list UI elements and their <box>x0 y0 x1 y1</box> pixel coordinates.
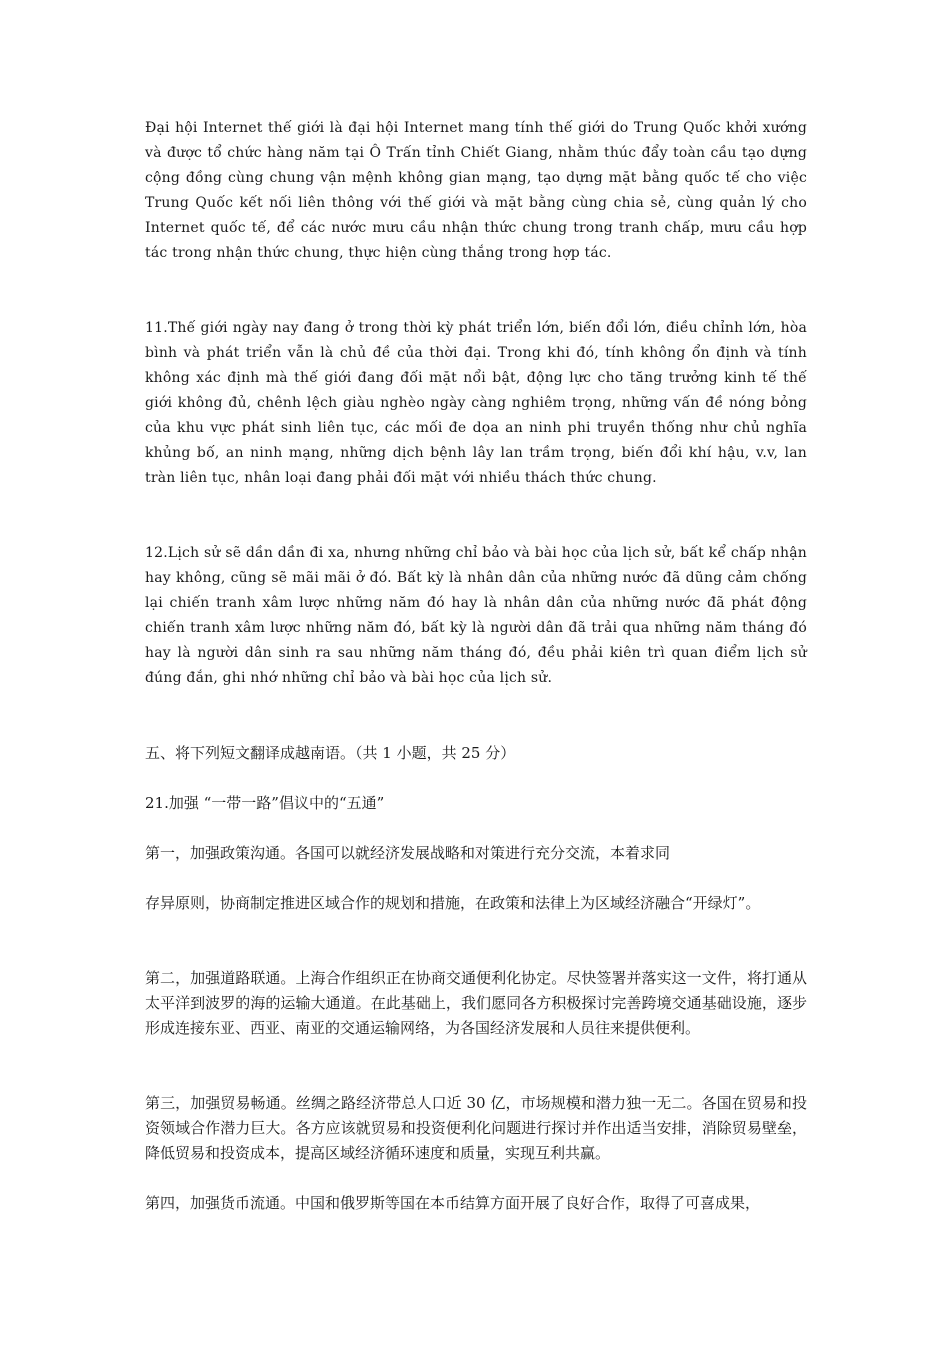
chinese-paragraph-1-line-2: 存异原则，协商制定推进区域合作的规划和措施，在政策和法律上为区域经济融合“开绿灯”。 <box>145 894 761 912</box>
chinese-paragraph-3: 第三，加强贸易畅通。丝绸之路经济带总人口近 30 亿，市场规模和潜力独一无二。各国在贸易和投资领域合作潜力巨大。各方应该就贸易和投资便利化问题进行探讨并作出适当安排，消除贸易壁垒，降低贸易和投资成本，提高区域经济循环速度和质量，实现互利共赢。 <box>145 1094 807 1162</box>
vietnamese-paragraph-11: 11.Thế giới ngày nay đang ở trong thời kỳ phát triển lớn, biến đổi lớn, điều chỉnh lớn, hòa bình và phát triển vẫn là chủ đề của thời đại. Trong khi đó, tính không ổn định và tính không xác định mà thế giới đang đối mặt nổi bật, động lực cho tăng trưởng kinh tế thế giới không đủ, chênh lệch giàu nghèo ngày càng nghiêm trọng, những vấn đề nóng bỏng của khu vực phát sinh liên tục, các mối đe dọa an ninh phi truyền thống như chủ nghĩa khủng bố, an ninh mạng, những dịch bệnh lây lan trầm trọng, biến đổi khí hậu, v.v, lan tràn liên tục, nhân loại đang phải đối mặt với nhiều thách thức chung. <box>145 320 807 486</box>
vietnamese-paragraph-12: 12.Lịch sử sẽ dần dần đi xa, nhưng những chỉ bảo và bài học của lịch sử, bất kể chấp nhận hay không, cũng sẽ mãi mãi ở đó. Bất kỳ là nhân dân của những nước đã dũng cảm chống lại chiến tranh xâm lược những năm đó hay là nhân dân của những nước đã phát động chiến tranh xâm lược những năm đó, bất kỳ là người dân đã trải qua những năm tháng đó hay là người dân sinh ra sau những năm tháng đó, đều phải kiên trì quan điểm lịch sử đúng đắn, ghi nhớ những chỉ bảo và bài học của lịch sử. <box>145 545 807 686</box>
chinese-paragraph-4: 第四，加强货币流通。中国和俄罗斯等国在本币结算方面开展了良好合作，取得了可喜成果， <box>145 1194 761 1212</box>
chinese-paragraph-1-line-1: 第一，加强政策沟通。各国可以就经济发展战略和对策进行充分交流，本着求同 <box>145 844 671 862</box>
chinese-paragraph-2: 第二，加强道路联通。上海合作组织正在协商交通便利化协定。尽快签署并落实这一文件，将打通从太平洋到波罗的海的运输大通道。在此基础上，我们愿同各方积极探讨完善跨境交通基础设施，逐步形成连接东亚、西亚、南亚的交通运输网络，为各国经济发展和人员往来提供便利。 <box>145 969 807 1037</box>
question-title: 21.加强 “一带一路”倡议中的“五通” <box>145 794 385 812</box>
section-heading: 五、将下列短文翻译成越南语。（共 1 小题，共 25 分） <box>145 744 516 762</box>
vietnamese-paragraph-10: Đại hội Internet thế giới là đại hội Internet mang tính thế giới do Trung Quốc khởi xướng và được tổ chức hàng năm tại Ô Trấn tỉnh Chiết Giang, nhằm thúc đẩy toàn cầu tạo dựng cộng đồng cùng chung vận mệnh không gian mạng, tạo dựng mặt bằng quốc tế cho việc Trung Quốc kết nối liên thông với thế giới và mặt bằng cùng chia sẻ, cùng quản lý cho Internet quốc tế, để các nước mưu cầu nhận thức chung trong tranh chấp, mưu cầu hợp tác trong nhận thức chung, thực hiện cùng thắng trong hợp tác. <box>145 120 807 261</box>
